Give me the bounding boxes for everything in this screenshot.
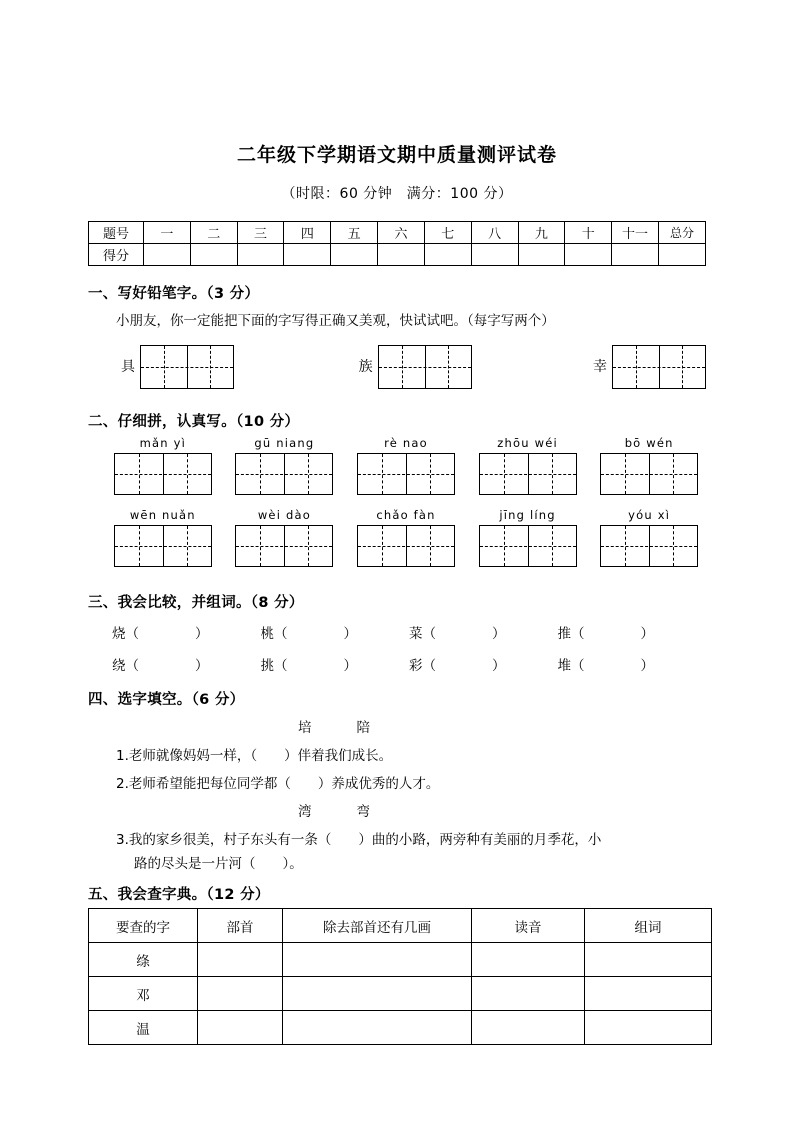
section-four-choice-set-1: 培 陪 bbox=[298, 720, 376, 736]
dict-cell-radical-2[interactable] bbox=[198, 977, 283, 1011]
dict-header-radical: 部首 bbox=[198, 909, 283, 943]
table-row bbox=[89, 977, 712, 1011]
pinyin-group-3 bbox=[349, 436, 463, 495]
pinyin-write-box-6[interactable] bbox=[114, 525, 212, 567]
pinyin-text-4: zhōu wéi bbox=[497, 436, 558, 450]
practice-char-3: 幸 bbox=[593, 359, 607, 375]
score-value-6[interactable] bbox=[378, 244, 425, 266]
dict-cell-char-2: 邓 bbox=[89, 977, 198, 1011]
compare-row-2 bbox=[88, 654, 706, 678]
score-table bbox=[88, 221, 706, 266]
dictionary-header-row bbox=[89, 909, 712, 943]
compare-item-1 bbox=[112, 622, 261, 646]
tianzige-box-3[interactable] bbox=[612, 345, 706, 389]
score-value-8[interactable] bbox=[471, 244, 518, 266]
pinyin-write-box-7[interactable] bbox=[235, 525, 333, 567]
section-four-item-3-line-2: 路的尽头是一片河（ ）。 bbox=[134, 856, 303, 872]
practice-item-1 bbox=[116, 345, 234, 389]
score-value-4[interactable] bbox=[284, 244, 331, 266]
score-value-9[interactable] bbox=[518, 244, 565, 266]
compare-prompt-8: 堆（ bbox=[557, 658, 585, 674]
pinyin-row-1 bbox=[106, 436, 706, 495]
pinyin-group-8 bbox=[349, 508, 463, 567]
compare-prompt-6: 挑（ bbox=[260, 658, 288, 674]
score-col-6: 六 bbox=[378, 222, 425, 244]
compare-prompt-1: 烧（ bbox=[112, 626, 139, 642]
pinyin-group-9 bbox=[471, 508, 585, 567]
pinyin-text-9: jīng líng bbox=[499, 508, 556, 522]
score-value-7[interactable] bbox=[424, 244, 471, 266]
section-four-item-2: 2.老师希望能把每位同学都（ ）养成优秀的人才。 bbox=[116, 776, 440, 792]
compare-row-1 bbox=[88, 622, 706, 646]
tianzige-box-1[interactable] bbox=[140, 345, 234, 389]
dict-cell-strokes-1[interactable] bbox=[283, 943, 472, 977]
practice-char-1: 具 bbox=[121, 359, 135, 375]
score-value-total[interactable] bbox=[659, 244, 706, 266]
compare-close-paren: ） bbox=[640, 626, 654, 642]
pinyin-group-2 bbox=[228, 436, 342, 495]
pinyin-block bbox=[88, 436, 706, 567]
dict-header-pinyin: 读音 bbox=[472, 909, 585, 943]
section-two-heading: 二、仔细拼，认真写。（10 分） bbox=[88, 414, 300, 430]
pinyin-group-10 bbox=[592, 508, 706, 567]
score-col-2: 二 bbox=[190, 222, 237, 244]
score-col-11: 十一 bbox=[612, 222, 659, 244]
compare-close-paren: ） bbox=[195, 658, 209, 674]
compare-item-6 bbox=[261, 654, 410, 678]
compare-item-3 bbox=[409, 622, 558, 646]
score-table-header-row bbox=[89, 222, 706, 244]
dict-cell-char-1: 绦 bbox=[89, 943, 198, 977]
section-four-item-3-line-1: 3.我的家乡很美，村子东头有一条（ ）曲的小路，两旁种有美丽的月季花，小 bbox=[116, 832, 602, 848]
score-value-5[interactable] bbox=[331, 244, 378, 266]
score-table-value-row bbox=[89, 244, 706, 266]
pinyin-group-6 bbox=[106, 508, 220, 567]
section-one-heading: 一、写好铅笔字。（3 分） bbox=[88, 286, 260, 302]
dict-cell-pinyin-1[interactable] bbox=[472, 943, 585, 977]
dict-header-strokes: 除去部首还有几画 bbox=[283, 909, 472, 943]
compare-close-paren: ） bbox=[640, 658, 654, 674]
horizontal-guide bbox=[115, 546, 211, 547]
dictionary-table bbox=[88, 908, 712, 1045]
page-title: 二年级下学期语文期中质量测评试卷 bbox=[236, 144, 557, 166]
section-one-practice-row bbox=[88, 345, 706, 389]
horizontal-guide bbox=[601, 474, 697, 475]
pinyin-write-box-8[interactable] bbox=[357, 525, 455, 567]
compare-prompt-4: 推（ bbox=[557, 626, 585, 642]
horizontal-guide bbox=[358, 474, 454, 475]
dict-header-char: 要查的字 bbox=[89, 909, 198, 943]
compare-item-4 bbox=[558, 622, 707, 646]
pinyin-group-4 bbox=[471, 436, 585, 495]
score-value-10[interactable] bbox=[565, 244, 612, 266]
dict-cell-radical-3[interactable] bbox=[198, 1011, 283, 1045]
compare-prompt-7: 彩（ bbox=[409, 658, 436, 674]
pinyin-text-5: bō wén bbox=[624, 436, 674, 450]
score-value-1[interactable] bbox=[144, 244, 191, 266]
score-col-total: 总分 bbox=[659, 222, 706, 244]
score-col-1: 一 bbox=[144, 222, 191, 244]
horizontal-guide bbox=[115, 474, 211, 475]
horizontal-guide bbox=[601, 546, 697, 547]
page-subtitle: （时限：60 分钟 满分：100 分） bbox=[281, 186, 513, 202]
compare-item-2 bbox=[261, 622, 410, 646]
score-col-7: 七 bbox=[424, 222, 471, 244]
pinyin-text-7: wèi dào bbox=[257, 508, 311, 522]
horizontal-guide bbox=[480, 474, 576, 475]
pinyin-text-10: yóu xì bbox=[628, 508, 671, 522]
practice-char-2: 族 bbox=[358, 359, 373, 375]
horizontal-guide bbox=[480, 546, 576, 547]
horizontal-guide bbox=[141, 367, 233, 368]
compare-item-7 bbox=[409, 654, 558, 678]
horizontal-guide bbox=[236, 474, 332, 475]
section-five-heading: 五、我会查字典。（12 分） bbox=[88, 887, 270, 903]
horizontal-guide bbox=[613, 367, 705, 368]
dict-cell-pinyin-3[interactable] bbox=[472, 1011, 585, 1045]
compare-prompt-2: 桃（ bbox=[260, 626, 288, 642]
pinyin-write-box-4[interactable] bbox=[479, 453, 577, 495]
score-table-row-label-score: 得分 bbox=[89, 244, 144, 266]
horizontal-guide bbox=[379, 367, 471, 368]
score-value-3[interactable] bbox=[237, 244, 284, 266]
compare-prompt-5: 绕（ bbox=[112, 658, 139, 674]
practice-item-2 bbox=[354, 345, 472, 389]
pinyin-write-box-9[interactable] bbox=[479, 525, 577, 567]
section-four-heading: 四、选字填空。（6 分） bbox=[88, 692, 245, 708]
score-value-11[interactable] bbox=[612, 244, 659, 266]
score-col-9: 九 bbox=[518, 222, 565, 244]
pinyin-group-7 bbox=[228, 508, 342, 567]
dict-cell-word-1[interactable] bbox=[585, 943, 712, 977]
pinyin-group-5 bbox=[592, 436, 706, 495]
dict-cell-strokes-2[interactable] bbox=[283, 977, 472, 1011]
pinyin-write-box-5[interactable] bbox=[600, 453, 698, 495]
pinyin-text-3: rè nao bbox=[384, 436, 428, 450]
score-col-3: 三 bbox=[237, 222, 284, 244]
score-col-10: 十 bbox=[565, 222, 612, 244]
practice-item-3 bbox=[588, 345, 706, 389]
dict-cell-strokes-3[interactable] bbox=[283, 1011, 472, 1045]
table-row bbox=[89, 943, 712, 977]
horizontal-guide bbox=[236, 546, 332, 547]
pinyin-group-1 bbox=[106, 436, 220, 495]
section-three-heading: 三、我会比较，并组词。（8 分） bbox=[88, 595, 304, 611]
section-four-choice-set-2: 湾 弯 bbox=[298, 804, 376, 820]
score-table-row-label-number: 题号 bbox=[89, 222, 144, 244]
pinyin-text-1: mǎn yì bbox=[139, 436, 186, 450]
section-one-instruction: 小朋友，你一定能把下面的字写得正确又美观，快试试吧。（每字写两个） bbox=[116, 313, 555, 329]
score-col-8: 八 bbox=[471, 222, 518, 244]
compare-close-paren: ） bbox=[195, 626, 209, 642]
pinyin-write-box-10[interactable] bbox=[600, 525, 698, 567]
compare-prompt-3: 菜（ bbox=[409, 626, 436, 642]
pinyin-text-8: chǎo fàn bbox=[376, 508, 436, 522]
pinyin-text-6: wēn nuǎn bbox=[129, 508, 196, 522]
dict-header-word: 组词 bbox=[585, 909, 712, 943]
pinyin-write-box-3[interactable] bbox=[357, 453, 455, 495]
pinyin-text-2: gū niang bbox=[254, 436, 315, 450]
compare-item-5 bbox=[112, 654, 261, 678]
dict-cell-char-3: 温 bbox=[89, 1011, 198, 1045]
pinyin-write-box-2[interactable] bbox=[235, 453, 333, 495]
dict-cell-word-2[interactable] bbox=[585, 977, 712, 1011]
dict-cell-radical-1[interactable] bbox=[198, 943, 283, 977]
pinyin-write-box-1[interactable] bbox=[114, 453, 212, 495]
score-col-4: 四 bbox=[284, 222, 331, 244]
compare-close-paren: ） bbox=[343, 626, 357, 642]
score-col-5: 五 bbox=[331, 222, 378, 244]
compare-item-8 bbox=[558, 654, 707, 678]
table-row bbox=[89, 1011, 712, 1045]
tianzige-box-2[interactable] bbox=[378, 345, 472, 389]
section-four-item-1: 1.老师就像妈妈一样，（ ）伴着我们成长。 bbox=[116, 748, 393, 764]
horizontal-guide bbox=[358, 546, 454, 547]
score-value-2[interactable] bbox=[190, 244, 237, 266]
compare-close-paren: ） bbox=[492, 658, 506, 674]
compare-close-paren: ） bbox=[343, 658, 357, 674]
dict-cell-pinyin-2[interactable] bbox=[472, 977, 585, 1011]
pinyin-row-2 bbox=[106, 508, 706, 567]
compare-close-paren: ） bbox=[492, 626, 506, 642]
dict-cell-word-3[interactable] bbox=[585, 1011, 712, 1045]
